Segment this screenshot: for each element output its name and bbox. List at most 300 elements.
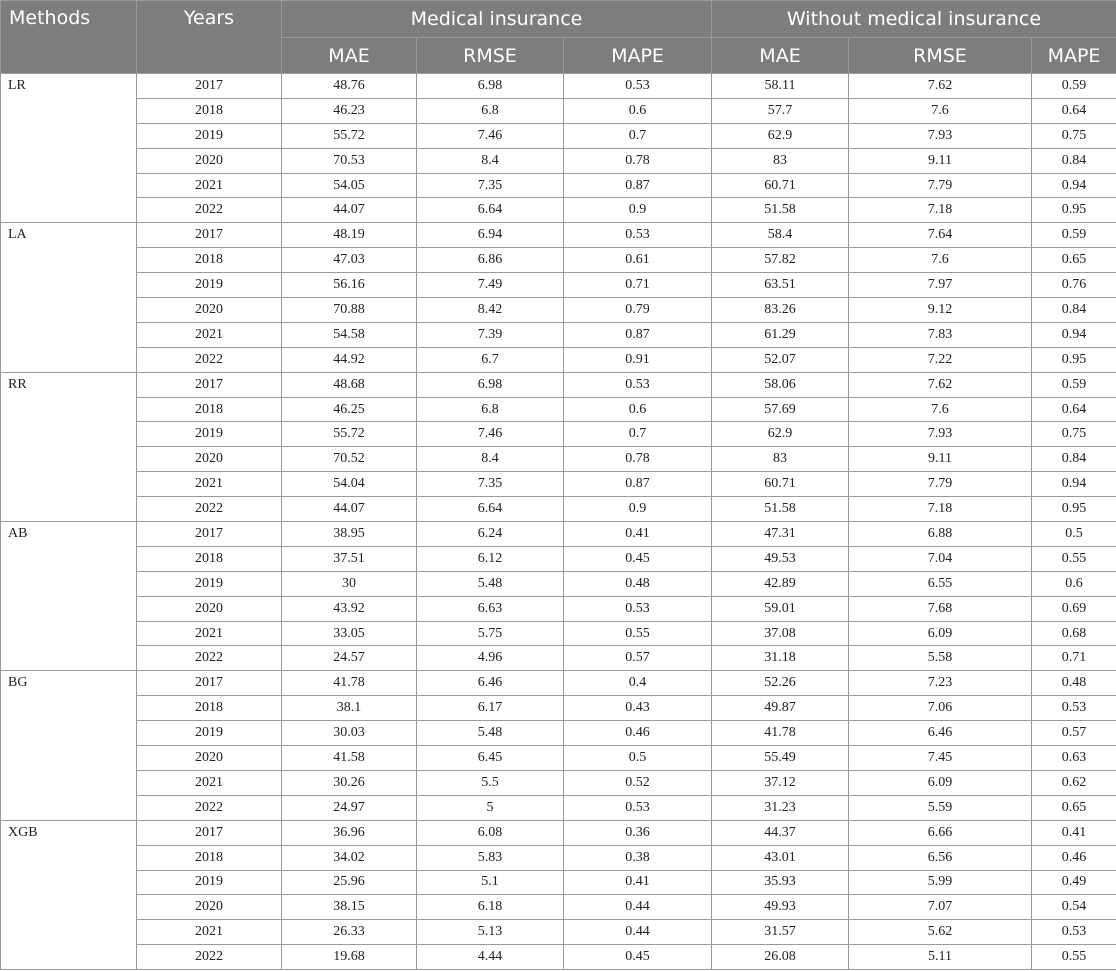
table-row bbox=[1, 447, 1116, 472]
mae-medical-cell: 70.53 bbox=[282, 148, 417, 173]
table-row bbox=[1, 497, 1116, 522]
mape-without-cell: 0.75 bbox=[1032, 422, 1116, 447]
table-row bbox=[1, 770, 1116, 795]
rmse-without-cell: 7.93 bbox=[849, 123, 1032, 148]
table-row bbox=[1, 397, 1116, 422]
mape-medical-cell: 0.46 bbox=[564, 721, 712, 746]
mape-medical-cell: 0.6 bbox=[564, 98, 712, 123]
year-cell: 2019 bbox=[137, 422, 282, 447]
table-row bbox=[1, 671, 1116, 696]
rmse-medical-cell: 6.63 bbox=[417, 596, 564, 621]
rmse-without-cell: 7.64 bbox=[849, 223, 1032, 248]
medical-insurance-header: Medical insurance bbox=[282, 1, 712, 38]
rmse-without-cell: 7.83 bbox=[849, 322, 1032, 347]
mape-without-cell: 0.76 bbox=[1032, 273, 1116, 298]
mae-medical-cell: 46.23 bbox=[282, 98, 417, 123]
mape-medical-cell: 0.9 bbox=[564, 497, 712, 522]
mape-without-cell: 0.69 bbox=[1032, 596, 1116, 621]
table-row bbox=[1, 223, 1116, 248]
mape-without-cell: 0.95 bbox=[1032, 347, 1116, 372]
table-row bbox=[1, 820, 1116, 845]
year-cell: 2019 bbox=[137, 123, 282, 148]
mape-medical-cell: 0.52 bbox=[564, 770, 712, 795]
year-cell: 2019 bbox=[137, 273, 282, 298]
mape-without-cell: 0.62 bbox=[1032, 770, 1116, 795]
mape-medical-cell: 0.91 bbox=[564, 347, 712, 372]
year-cell: 2021 bbox=[137, 621, 282, 646]
year-cell: 2017 bbox=[137, 372, 282, 397]
mae-without-cell: 62.9 bbox=[712, 422, 849, 447]
mae-without-cell: 55.49 bbox=[712, 746, 849, 771]
year-cell: 2022 bbox=[137, 497, 282, 522]
mae-without-cell: 26.08 bbox=[712, 945, 849, 970]
method-cell: XGB bbox=[1, 820, 137, 969]
mae-medical-cell: 38.95 bbox=[282, 522, 417, 547]
year-cell: 2020 bbox=[137, 298, 282, 323]
method-cell: LA bbox=[1, 223, 137, 372]
mape-medical-cell: 0.53 bbox=[564, 596, 712, 621]
mae-without-cell: 51.58 bbox=[712, 497, 849, 522]
mape-without-cell: 0.59 bbox=[1032, 74, 1116, 99]
mae-medical-cell: 30 bbox=[282, 571, 417, 596]
mape-medical-cell: 0.45 bbox=[564, 546, 712, 571]
table-row bbox=[1, 546, 1116, 571]
mae-medical-cell: 30.03 bbox=[282, 721, 417, 746]
rmse-without-cell: 7.22 bbox=[849, 347, 1032, 372]
mae-medical-cell: 54.05 bbox=[282, 173, 417, 198]
metric-header-rmse: RMSE bbox=[849, 38, 1032, 74]
mape-medical-cell: 0.41 bbox=[564, 870, 712, 895]
table-row bbox=[1, 148, 1116, 173]
mae-without-cell: 51.58 bbox=[712, 198, 849, 223]
mape-medical-cell: 0.78 bbox=[564, 447, 712, 472]
rmse-medical-cell: 6.46 bbox=[417, 671, 564, 696]
mae-without-cell: 43.01 bbox=[712, 845, 849, 870]
mae-medical-cell: 38.15 bbox=[282, 895, 417, 920]
year-cell: 2017 bbox=[137, 522, 282, 547]
table-row bbox=[1, 895, 1116, 920]
table-row bbox=[1, 522, 1116, 547]
mae-medical-cell: 37.51 bbox=[282, 546, 417, 571]
mape-medical-cell: 0.53 bbox=[564, 795, 712, 820]
mape-without-cell: 0.46 bbox=[1032, 845, 1116, 870]
table-row bbox=[1, 945, 1116, 970]
rmse-medical-cell: 5.5 bbox=[417, 770, 564, 795]
rmse-medical-cell: 8.42 bbox=[417, 298, 564, 323]
rmse-without-cell: 9.11 bbox=[849, 447, 1032, 472]
mae-without-cell: 83 bbox=[712, 148, 849, 173]
year-cell: 2021 bbox=[137, 322, 282, 347]
rmse-without-cell: 7.18 bbox=[849, 497, 1032, 522]
metric-header-mae: MAE bbox=[282, 38, 417, 74]
mape-medical-cell: 0.61 bbox=[564, 248, 712, 273]
rmse-medical-cell: 6.18 bbox=[417, 895, 564, 920]
without-medical-insurance-header: Without medical insurance bbox=[712, 1, 1116, 38]
rmse-medical-cell: 4.96 bbox=[417, 646, 564, 671]
rmse-without-cell: 6.88 bbox=[849, 522, 1032, 547]
mae-medical-cell: 36.96 bbox=[282, 820, 417, 845]
mape-medical-cell: 0.55 bbox=[564, 621, 712, 646]
mae-medical-cell: 54.58 bbox=[282, 322, 417, 347]
rmse-without-cell: 6.46 bbox=[849, 721, 1032, 746]
rmse-medical-cell: 6.86 bbox=[417, 248, 564, 273]
mae-without-cell: 62.9 bbox=[712, 123, 849, 148]
metric-header-mae: MAE bbox=[712, 38, 849, 74]
table-row bbox=[1, 98, 1116, 123]
mae-medical-cell: 25.96 bbox=[282, 870, 417, 895]
year-cell: 2019 bbox=[137, 870, 282, 895]
rmse-medical-cell: 7.35 bbox=[417, 472, 564, 497]
rmse-medical-cell: 5 bbox=[417, 795, 564, 820]
rmse-medical-cell: 6.24 bbox=[417, 522, 564, 547]
mae-without-cell: 58.4 bbox=[712, 223, 849, 248]
mae-medical-cell: 38.1 bbox=[282, 696, 417, 721]
rmse-without-cell: 5.58 bbox=[849, 646, 1032, 671]
metric-header-rmse: RMSE bbox=[417, 38, 564, 74]
rmse-without-cell: 6.09 bbox=[849, 770, 1032, 795]
mae-without-cell: 35.93 bbox=[712, 870, 849, 895]
mae-without-cell: 57.7 bbox=[712, 98, 849, 123]
mae-medical-cell: 33.05 bbox=[282, 621, 417, 646]
mae-without-cell: 57.69 bbox=[712, 397, 849, 422]
table-row bbox=[1, 920, 1116, 945]
rmse-medical-cell: 5.1 bbox=[417, 870, 564, 895]
year-cell: 2022 bbox=[137, 347, 282, 372]
rmse-medical-cell: 8.4 bbox=[417, 148, 564, 173]
mape-without-cell: 0.65 bbox=[1032, 248, 1116, 273]
rmse-medical-cell: 5.48 bbox=[417, 721, 564, 746]
rmse-medical-cell: 5.83 bbox=[417, 845, 564, 870]
mape-without-cell: 0.68 bbox=[1032, 621, 1116, 646]
rmse-without-cell: 6.09 bbox=[849, 621, 1032, 646]
mae-without-cell: 47.31 bbox=[712, 522, 849, 547]
rmse-medical-cell: 6.7 bbox=[417, 347, 564, 372]
rmse-without-cell: 5.62 bbox=[849, 920, 1032, 945]
rmse-medical-cell: 6.45 bbox=[417, 746, 564, 771]
mae-without-cell: 83.26 bbox=[712, 298, 849, 323]
mape-medical-cell: 0.7 bbox=[564, 123, 712, 148]
mae-medical-cell: 44.07 bbox=[282, 497, 417, 522]
mae-medical-cell: 30.26 bbox=[282, 770, 417, 795]
mae-medical-cell: 34.02 bbox=[282, 845, 417, 870]
mape-without-cell: 0.57 bbox=[1032, 721, 1116, 746]
table-row bbox=[1, 74, 1116, 99]
table-row bbox=[1, 596, 1116, 621]
mae-medical-cell: 55.72 bbox=[282, 123, 417, 148]
year-cell: 2020 bbox=[137, 447, 282, 472]
table-body bbox=[1, 74, 1116, 970]
year-cell: 2018 bbox=[137, 248, 282, 273]
year-cell: 2020 bbox=[137, 148, 282, 173]
rmse-medical-cell: 7.49 bbox=[417, 273, 564, 298]
rmse-medical-cell: 6.98 bbox=[417, 372, 564, 397]
year-cell: 2019 bbox=[137, 721, 282, 746]
rmse-medical-cell: 4.44 bbox=[417, 945, 564, 970]
table-row bbox=[1, 322, 1116, 347]
rmse-medical-cell: 6.17 bbox=[417, 696, 564, 721]
mae-medical-cell: 26.33 bbox=[282, 920, 417, 945]
rmse-without-cell: 5.11 bbox=[849, 945, 1032, 970]
mae-medical-cell: 55.72 bbox=[282, 422, 417, 447]
mape-medical-cell: 0.6 bbox=[564, 397, 712, 422]
table-row bbox=[1, 198, 1116, 223]
mape-without-cell: 0.48 bbox=[1032, 671, 1116, 696]
mae-without-cell: 57.82 bbox=[712, 248, 849, 273]
rmse-medical-cell: 6.8 bbox=[417, 397, 564, 422]
mape-without-cell: 0.65 bbox=[1032, 795, 1116, 820]
table-row bbox=[1, 422, 1116, 447]
mae-medical-cell: 24.57 bbox=[282, 646, 417, 671]
mae-without-cell: 83 bbox=[712, 447, 849, 472]
mape-medical-cell: 0.38 bbox=[564, 845, 712, 870]
rmse-medical-cell: 6.64 bbox=[417, 497, 564, 522]
year-cell: 2019 bbox=[137, 571, 282, 596]
year-cell: 2018 bbox=[137, 696, 282, 721]
year-cell: 2020 bbox=[137, 746, 282, 771]
rmse-medical-cell: 5.48 bbox=[417, 571, 564, 596]
mape-without-cell: 0.64 bbox=[1032, 397, 1116, 422]
rmse-medical-cell: 6.8 bbox=[417, 98, 564, 123]
mape-without-cell: 0.5 bbox=[1032, 522, 1116, 547]
year-cell: 2021 bbox=[137, 173, 282, 198]
method-cell: RR bbox=[1, 372, 137, 521]
metric-header-mape: MAPE bbox=[564, 38, 712, 74]
year-cell: 2022 bbox=[137, 945, 282, 970]
year-cell: 2017 bbox=[137, 74, 282, 99]
table-row bbox=[1, 173, 1116, 198]
rmse-without-cell: 9.12 bbox=[849, 298, 1032, 323]
table-row bbox=[1, 621, 1116, 646]
mape-without-cell: 0.84 bbox=[1032, 447, 1116, 472]
mae-medical-cell: 41.58 bbox=[282, 746, 417, 771]
rmse-without-cell: 5.99 bbox=[849, 870, 1032, 895]
mape-without-cell: 0.84 bbox=[1032, 298, 1116, 323]
rmse-without-cell: 7.45 bbox=[849, 746, 1032, 771]
mae-without-cell: 31.57 bbox=[712, 920, 849, 945]
mae-without-cell: 61.29 bbox=[712, 322, 849, 347]
rmse-without-cell: 7.06 bbox=[849, 696, 1032, 721]
rmse-without-cell: 6.66 bbox=[849, 820, 1032, 845]
rmse-medical-cell: 6.64 bbox=[417, 198, 564, 223]
mape-medical-cell: 0.53 bbox=[564, 223, 712, 248]
rmse-medical-cell: 5.75 bbox=[417, 621, 564, 646]
year-cell: 2022 bbox=[137, 646, 282, 671]
mae-without-cell: 44.37 bbox=[712, 820, 849, 845]
table-row bbox=[1, 870, 1116, 895]
metric-header-mape: MAPE bbox=[1032, 38, 1116, 74]
mape-without-cell: 0.49 bbox=[1032, 870, 1116, 895]
mape-medical-cell: 0.79 bbox=[564, 298, 712, 323]
mape-without-cell: 0.94 bbox=[1032, 173, 1116, 198]
rmse-medical-cell: 6.08 bbox=[417, 820, 564, 845]
mape-without-cell: 0.55 bbox=[1032, 945, 1116, 970]
mae-without-cell: 31.18 bbox=[712, 646, 849, 671]
mape-medical-cell: 0.87 bbox=[564, 472, 712, 497]
year-cell: 2021 bbox=[137, 472, 282, 497]
rmse-medical-cell: 6.98 bbox=[417, 74, 564, 99]
mape-without-cell: 0.54 bbox=[1032, 895, 1116, 920]
rmse-without-cell: 6.55 bbox=[849, 571, 1032, 596]
mape-medical-cell: 0.44 bbox=[564, 895, 712, 920]
mae-medical-cell: 54.04 bbox=[282, 472, 417, 497]
mape-medical-cell: 0.44 bbox=[564, 920, 712, 945]
rmse-without-cell: 7.6 bbox=[849, 397, 1032, 422]
year-cell: 2018 bbox=[137, 546, 282, 571]
mape-medical-cell: 0.43 bbox=[564, 696, 712, 721]
table-row bbox=[1, 845, 1116, 870]
mae-without-cell: 52.07 bbox=[712, 347, 849, 372]
mae-medical-cell: 70.52 bbox=[282, 447, 417, 472]
mae-without-cell: 49.53 bbox=[712, 546, 849, 571]
rmse-without-cell: 7.6 bbox=[849, 98, 1032, 123]
mape-without-cell: 0.55 bbox=[1032, 546, 1116, 571]
mape-without-cell: 0.6 bbox=[1032, 571, 1116, 596]
mae-without-cell: 49.93 bbox=[712, 895, 849, 920]
year-cell: 2021 bbox=[137, 770, 282, 795]
mae-medical-cell: 48.76 bbox=[282, 74, 417, 99]
table-row bbox=[1, 746, 1116, 771]
mae-without-cell: 58.06 bbox=[712, 372, 849, 397]
mape-without-cell: 0.64 bbox=[1032, 98, 1116, 123]
rmse-medical-cell: 7.39 bbox=[417, 322, 564, 347]
mae-without-cell: 49.87 bbox=[712, 696, 849, 721]
rmse-without-cell: 7.18 bbox=[849, 198, 1032, 223]
rmse-without-cell: 7.04 bbox=[849, 546, 1032, 571]
mape-medical-cell: 0.78 bbox=[564, 148, 712, 173]
rmse-without-cell: 5.59 bbox=[849, 795, 1032, 820]
table-row bbox=[1, 646, 1116, 671]
mape-without-cell: 0.95 bbox=[1032, 198, 1116, 223]
rmse-without-cell: 7.23 bbox=[849, 671, 1032, 696]
mape-medical-cell: 0.53 bbox=[564, 372, 712, 397]
rmse-medical-cell: 6.94 bbox=[417, 223, 564, 248]
table-row bbox=[1, 298, 1116, 323]
table-row bbox=[1, 123, 1116, 148]
mape-medical-cell: 0.87 bbox=[564, 173, 712, 198]
year-cell: 2017 bbox=[137, 820, 282, 845]
rmse-medical-cell: 8.4 bbox=[417, 447, 564, 472]
rmse-without-cell: 7.62 bbox=[849, 74, 1032, 99]
rmse-without-cell: 7.93 bbox=[849, 422, 1032, 447]
table-row bbox=[1, 273, 1116, 298]
mape-without-cell: 0.95 bbox=[1032, 497, 1116, 522]
rmse-without-cell: 7.79 bbox=[849, 472, 1032, 497]
mape-medical-cell: 0.5 bbox=[564, 746, 712, 771]
year-cell: 2020 bbox=[137, 895, 282, 920]
mape-medical-cell: 0.71 bbox=[564, 273, 712, 298]
mae-without-cell: 60.71 bbox=[712, 472, 849, 497]
mae-without-cell: 60.71 bbox=[712, 173, 849, 198]
mape-without-cell: 0.59 bbox=[1032, 223, 1116, 248]
mae-medical-cell: 24.97 bbox=[282, 795, 417, 820]
methods-header: Methods bbox=[1, 1, 137, 74]
rmse-without-cell: 7.79 bbox=[849, 173, 1032, 198]
rmse-without-cell: 7.68 bbox=[849, 596, 1032, 621]
mape-without-cell: 0.53 bbox=[1032, 920, 1116, 945]
table-row bbox=[1, 721, 1116, 746]
mape-medical-cell: 0.53 bbox=[564, 74, 712, 99]
mape-medical-cell: 0.4 bbox=[564, 671, 712, 696]
mape-medical-cell: 0.7 bbox=[564, 422, 712, 447]
mape-without-cell: 0.59 bbox=[1032, 372, 1116, 397]
year-cell: 2017 bbox=[137, 671, 282, 696]
mae-without-cell: 52.26 bbox=[712, 671, 849, 696]
year-cell: 2018 bbox=[137, 98, 282, 123]
mape-without-cell: 0.84 bbox=[1032, 148, 1116, 173]
year-cell: 2021 bbox=[137, 920, 282, 945]
rmse-without-cell: 6.56 bbox=[849, 845, 1032, 870]
mae-without-cell: 31.23 bbox=[712, 795, 849, 820]
table-row bbox=[1, 248, 1116, 273]
mape-without-cell: 0.63 bbox=[1032, 746, 1116, 771]
table-row bbox=[1, 372, 1116, 397]
method-cell: AB bbox=[1, 522, 137, 671]
mape-medical-cell: 0.45 bbox=[564, 945, 712, 970]
mape-medical-cell: 0.48 bbox=[564, 571, 712, 596]
mape-without-cell: 0.94 bbox=[1032, 322, 1116, 347]
mae-medical-cell: 47.03 bbox=[282, 248, 417, 273]
table-row bbox=[1, 472, 1116, 497]
rmse-without-cell: 7.07 bbox=[849, 895, 1032, 920]
year-cell: 2022 bbox=[137, 795, 282, 820]
mae-medical-cell: 41.78 bbox=[282, 671, 417, 696]
mae-medical-cell: 44.92 bbox=[282, 347, 417, 372]
table-row bbox=[1, 795, 1116, 820]
table-row bbox=[1, 571, 1116, 596]
method-cell: LR bbox=[1, 74, 137, 223]
rmse-medical-cell: 5.13 bbox=[417, 920, 564, 945]
years-header: Years bbox=[137, 1, 282, 74]
mae-medical-cell: 44.07 bbox=[282, 198, 417, 223]
mape-without-cell: 0.71 bbox=[1032, 646, 1116, 671]
mae-medical-cell: 19.68 bbox=[282, 945, 417, 970]
mae-medical-cell: 46.25 bbox=[282, 397, 417, 422]
mape-without-cell: 0.41 bbox=[1032, 820, 1116, 845]
rmse-without-cell: 7.62 bbox=[849, 372, 1032, 397]
mape-medical-cell: 0.87 bbox=[564, 322, 712, 347]
year-cell: 2018 bbox=[137, 397, 282, 422]
mae-without-cell: 37.12 bbox=[712, 770, 849, 795]
mape-without-cell: 0.75 bbox=[1032, 123, 1116, 148]
mape-without-cell: 0.94 bbox=[1032, 472, 1116, 497]
year-cell: 2022 bbox=[137, 198, 282, 223]
mape-medical-cell: 0.9 bbox=[564, 198, 712, 223]
table-header bbox=[1, 1, 1116, 74]
year-cell: 2018 bbox=[137, 845, 282, 870]
year-cell: 2020 bbox=[137, 596, 282, 621]
mape-without-cell: 0.53 bbox=[1032, 696, 1116, 721]
mae-medical-cell: 56.16 bbox=[282, 273, 417, 298]
rmse-without-cell: 7.6 bbox=[849, 248, 1032, 273]
mae-without-cell: 59.01 bbox=[712, 596, 849, 621]
method-cell: BG bbox=[1, 671, 137, 820]
mape-medical-cell: 0.41 bbox=[564, 522, 712, 547]
mae-without-cell: 63.51 bbox=[712, 273, 849, 298]
rmse-medical-cell: 7.35 bbox=[417, 173, 564, 198]
mae-without-cell: 42.89 bbox=[712, 571, 849, 596]
table-row bbox=[1, 347, 1116, 372]
rmse-medical-cell: 7.46 bbox=[417, 123, 564, 148]
mae-without-cell: 37.08 bbox=[712, 621, 849, 646]
year-cell: 2017 bbox=[137, 223, 282, 248]
mae-medical-cell: 43.92 bbox=[282, 596, 417, 621]
mape-medical-cell: 0.57 bbox=[564, 646, 712, 671]
mae-medical-cell: 48.68 bbox=[282, 372, 417, 397]
rmse-without-cell: 7.97 bbox=[849, 273, 1032, 298]
mae-without-cell: 58.11 bbox=[712, 74, 849, 99]
mae-medical-cell: 48.19 bbox=[282, 223, 417, 248]
mae-without-cell: 41.78 bbox=[712, 721, 849, 746]
